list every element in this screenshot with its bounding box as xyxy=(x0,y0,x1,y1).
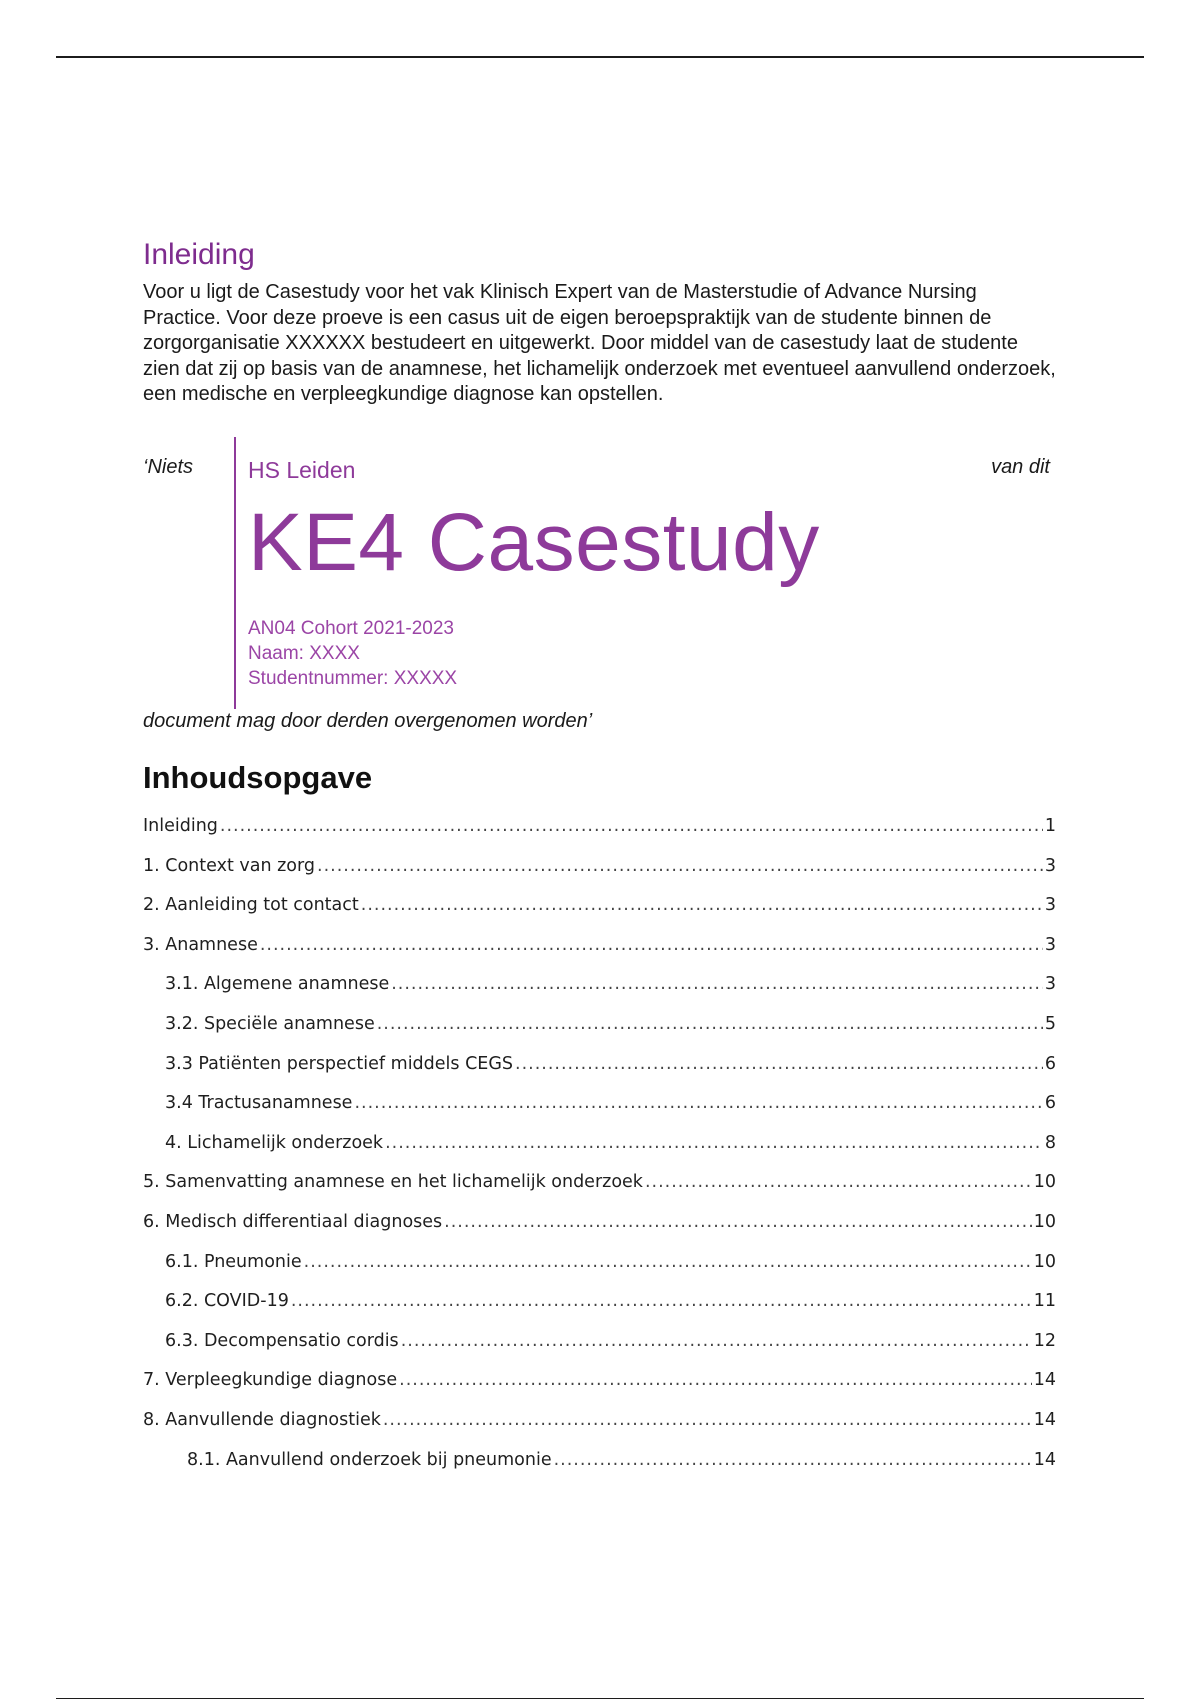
toc-leader-dots xyxy=(444,1211,1032,1233)
toc-entry[interactable] xyxy=(143,894,1056,934)
toc-entry-title: 5. Samenvatting anamnese en het lichamelijk onderzoek xyxy=(143,1172,643,1193)
table-of-contents xyxy=(143,815,1056,1488)
cover-title-block xyxy=(234,437,848,709)
toc-entry[interactable] xyxy=(143,1409,1056,1449)
toc-entry[interactable] xyxy=(143,1092,1056,1132)
toc-leader-dots xyxy=(554,1449,1032,1471)
toc-entry-page: 3 xyxy=(1044,974,1056,995)
toc-entry-title: 8. Aanvullende diagnostiek xyxy=(143,1409,381,1430)
toc-entry-title: 3.2. Speciële anamnese xyxy=(165,1013,375,1034)
toc-entry-title: 2. Aanleiding tot contact xyxy=(143,895,359,916)
toc-entry-page: 6 xyxy=(1044,1093,1056,1114)
toc-entry[interactable] xyxy=(143,1449,1056,1489)
toc-entry-page: 11 xyxy=(1033,1291,1056,1312)
toc-leader-dots xyxy=(260,934,1043,956)
toc-entry[interactable] xyxy=(143,1053,1056,1093)
cover-meta xyxy=(248,616,848,691)
toc-entry-page: 10 xyxy=(1033,1251,1056,1272)
toc-entry-page: 8 xyxy=(1044,1132,1056,1153)
toc-entry[interactable] xyxy=(143,1330,1056,1370)
toc-entry[interactable] xyxy=(143,973,1056,1013)
toc-entry-title: 6.3. Decompensatio cordis xyxy=(165,1330,399,1351)
header-rule xyxy=(56,56,1144,58)
disclaimer-middle: van dit xyxy=(991,456,1050,478)
toc-entry-page: 14 xyxy=(1033,1370,1056,1391)
toc-leader-dots xyxy=(291,1290,1032,1312)
toc-entry-page: 10 xyxy=(1033,1211,1056,1232)
toc-leader-dots xyxy=(361,894,1043,916)
toc-leader-dots xyxy=(377,1013,1043,1035)
toc-leader-dots xyxy=(401,1330,1032,1352)
toc-entry-page: 3 xyxy=(1044,895,1056,916)
toc-leader-dots xyxy=(317,855,1043,877)
intro-heading: Inleiding xyxy=(143,238,255,271)
toc-entry-title: Inleiding xyxy=(143,816,218,836)
toc-entry-title: 6. Medisch differentiaal diagnoses xyxy=(143,1211,443,1232)
document-title: KE4 Casestudy xyxy=(248,497,820,588)
toc-entry-title: 4. Lichamelijk onderzoek xyxy=(165,1132,384,1153)
toc-entry-page: 10 xyxy=(1033,1172,1056,1193)
toc-entry[interactable] xyxy=(143,934,1056,974)
toc-leader-dots xyxy=(383,1409,1032,1431)
toc-leader-dots xyxy=(385,1132,1043,1154)
toc-entry-title: 3. Anamnese xyxy=(143,934,258,955)
toc-entry-page: 3 xyxy=(1044,934,1056,955)
student-name: Naam: XXXX xyxy=(248,643,360,664)
toc-entry-title: 3.3 Patiënten perspectief middels CEGS xyxy=(165,1053,514,1074)
toc-entry[interactable] xyxy=(143,1251,1056,1291)
toc-entry[interactable] xyxy=(143,1211,1056,1251)
toc-entry[interactable] xyxy=(143,1290,1056,1330)
toc-entry-page: 14 xyxy=(1033,1409,1056,1430)
toc-entry-title: 6.2. COVID-19 xyxy=(165,1291,289,1312)
toc-entry-page: 12 xyxy=(1033,1330,1056,1351)
toc-entry-page: 5 xyxy=(1044,1013,1056,1034)
cohort-label: AN04 Cohort 2021-2023 xyxy=(248,618,454,639)
toc-entry-page: 14 xyxy=(1033,1449,1056,1470)
toc-entry-title: 7. Verpleegkundige diagnose xyxy=(143,1370,398,1391)
toc-leader-dots xyxy=(354,1092,1042,1114)
toc-entry[interactable] xyxy=(143,1013,1056,1053)
toc-entry-page: 1 xyxy=(1044,816,1056,836)
disclaimer-end: document mag door derden overgenomen worden’ xyxy=(143,710,593,732)
intro-paragraph: Voor u ligt de Casestudy voor het vak Klinisch Expert van de Masterstudie of Advance Nursing Practice. Voor deze proeve is een casus uit de eigen beroepspraktijk van de studente binnen de zorgorganisatie XXXXXX bestudeert en uitgewerkt. Door middel van de casestudy laat de studente zien dat zij op basis van de anamnese, het lichamelijk onderzoek met eventueel aanvullend onderzoek, een medische en verpleegkundige diagnose kan opstellen. xyxy=(143,281,1056,405)
toc-entry-title: 8.1. Aanvullend onderzoek bij pneumonie xyxy=(187,1449,552,1470)
toc-entry[interactable] xyxy=(143,1369,1056,1409)
toc-entry[interactable] xyxy=(143,815,1056,855)
student-number: Studentnummer: XXXXX xyxy=(248,668,458,689)
footer-rule xyxy=(56,1698,1144,1699)
toc-leader-dots xyxy=(391,973,1043,995)
disclaimer-start: ‘Niets xyxy=(143,456,194,478)
toc-entry[interactable] xyxy=(143,1132,1056,1172)
toc-leader-dots xyxy=(399,1369,1032,1391)
toc-entry[interactable] xyxy=(143,855,1056,895)
toc-leader-dots xyxy=(220,815,1043,837)
toc-entry-page: 3 xyxy=(1044,855,1056,876)
organization-name: HS Leiden xyxy=(248,457,356,483)
toc-entry-title: 1. Context van zorg xyxy=(143,855,316,876)
toc-entry-title: 3.4 Tractusanamnese xyxy=(165,1093,353,1114)
toc-heading: Inhoudsopgave xyxy=(143,760,373,795)
toc-entry-title: 3.1. Algemene anamnese xyxy=(165,974,390,995)
toc-entry[interactable] xyxy=(143,1171,1056,1211)
toc-entry-title: 6.1. Pneumonie xyxy=(165,1251,302,1272)
toc-leader-dots xyxy=(304,1251,1032,1273)
toc-entry-page: 6 xyxy=(1044,1053,1056,1074)
toc-leader-dots xyxy=(515,1053,1043,1075)
toc-leader-dots xyxy=(645,1171,1032,1193)
